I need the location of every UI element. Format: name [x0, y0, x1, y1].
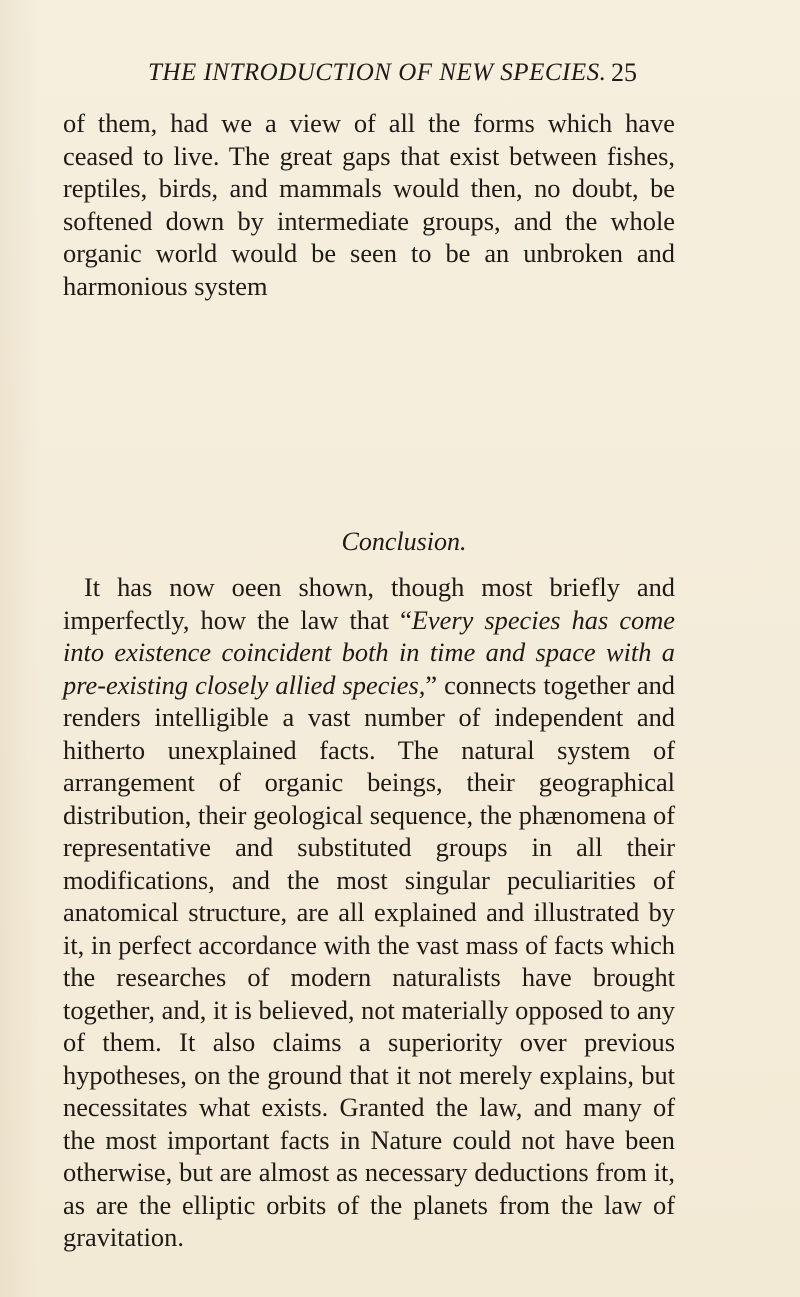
- paragraph-conclusion: [63, 571, 675, 1254]
- page-number: 25: [611, 58, 637, 87]
- section-heading: [0, 526, 800, 558]
- running-head: [0, 58, 800, 88]
- paragraph-continuation: of them, had we a view of all the forms which have ceased to live. The great gaps that exist between fishes, reptiles, birds, and mammals would then, no doubt, be softened down by intermediate groups, and the whole organic world would be seen to be an unbroken and harmonious system: [63, 108, 675, 301]
- quoted-law: Every species has come into existence coincident both in time and space with a pre-existing closely allied species,: [63, 604, 675, 700]
- paragraph-text-after-quote: ” connects together and renders intelligible a vast number of independent and hitherto unexplained facts. The natural system of arrangement of organic beings, their geographical distribution, their geological sequence, the phænomena of representative and substituted groups in all their modifications, and the most singular peculiarities of anatomical structure, are all explained and illustrated by it, in perfect accordance with the vast mass of facts which the researches of modern naturalists have brought together, and, it is believed, not materially opposed to any of them. It also claims a superiority over previous hypotheses, on the ground that it not merely explains, but necessitates what exists. Granted the law, and many of the most important facts in Nature could not have been otherwise, but are almost as necessary deductions from it, as are the elliptic orbits of the planets from the law of gravitation.: [63, 669, 676, 1252]
- paragraph-text-before-quote: It has now oeen shown, though most briefly and imperfectly, how the law that “: [63, 572, 675, 635]
- running-title: THE INTRODUCTION OF NEW SPECIES.: [148, 59, 607, 86]
- section-heading-text: Conclusion.: [341, 527, 467, 556]
